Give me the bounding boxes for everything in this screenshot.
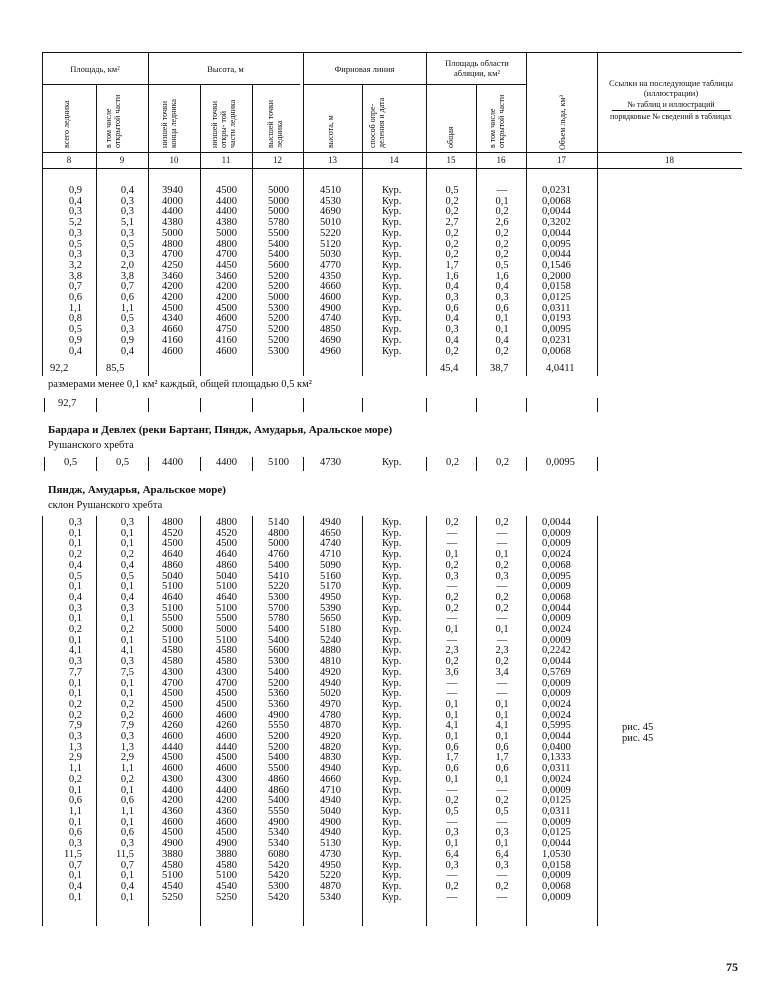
block1-total8: 92,2 [50, 363, 69, 374]
header-firn-group: Фирновая линия [334, 64, 395, 74]
colnum-17: 17 [557, 155, 566, 165]
colnum-12: 12 [273, 155, 282, 165]
header-group-rule-firn-ablation [303, 84, 526, 85]
block3-col9: 0,3 0,1 0,1 0,2 0,4 0,5 0,1 0,4 0,3 0,1 0,2 0,1 4,1 0,3 7,5 0,1 0,1 0,2 0,2 7,9 0,3 1,3 2,9 1,1 0,2 0,1 0,6 1,1 0,1 0,6 0,3 11,5 0,7 0,1 0,4 0,1 [116, 517, 134, 903]
header-col16: в том числе открытой части [488, 94, 506, 148]
section2-title: Бардара и Девлех (реки Бартанг, Пяндж, Амударья, Аральское море) [48, 424, 393, 436]
section3-subtitle: склон Рушанского хребта [48, 500, 163, 511]
block1-total16: 38,7 [490, 363, 509, 374]
s2-col17: 0,0095 [546, 457, 575, 468]
header-col18-title: Ссылки на последующие таблицы (иллюстрации) [608, 78, 734, 98]
block1-col10: 3940 4000 4400 4380 5000 4800 4700 4250 3460 4200 4200 4500 4340 4660 4160 4600 [162, 185, 183, 357]
s2-col10: 4400 [162, 457, 183, 468]
header-col14: способ опре- деления и дата [368, 97, 386, 148]
block3-col16: 0,2 — — 0,1 0,2 0,3 — 0,2 0,2 — 0,1 — 2,3 0,2 3,4 — — 0,1 0,1 4,1 0,1 0,6 1,7 0,6 0,1 — 0,2 0,5 — 0,3 0,1 6,4 0,3 — 0,2 — [495, 517, 509, 903]
block1-col16: — 0,1 0,2 2,6 0,2 0,2 0,2 0,5 1,6 0,4 0,3 0,6 0,1 0,1 0,4 0,2 [495, 185, 509, 357]
small-glaciers-total: 92,7 [58, 398, 77, 409]
section2-subtitle: Рушанского хребта [48, 440, 134, 451]
block1-col12: 5000 5000 5000 5780 5500 5400 5400 5600 5200 5200 5000 5300 5200 5200 5200 5300 [268, 185, 289, 357]
header-col12: высшей точки ледника [266, 99, 284, 148]
header-col11: низшей точки откры- той части ледника [210, 99, 237, 148]
colnum-11: 11 [221, 155, 231, 165]
block1-col14: Кур. Кур. Кур. Кур. Кур. Кур. Кур. Кур. Кур. Кур. Кур. Кур. Кур. Кур. Кур. Кур. [382, 185, 402, 357]
header-bottom-rule [42, 168, 742, 169]
block1-col8: 0,9 0,4 0,3 5,2 0,3 0,5 0,3 3,2 3,8 0,7 0,6 1,1 0,8 0,5 0,9 0,4 [68, 185, 82, 357]
block3-col12: 5140 4800 5000 4760 5400 5410 5220 5300 5700 5780 5400 5400 5600 5300 5400 5200 5360 5360 4900 5550 5200 5200 5400 5500 4860 4860 5400 5550 4900 5340 5340 6080 5420 5420 5300 5420 [268, 517, 289, 903]
header-col18-sub2: порядковые № сведений в таблицах [610, 112, 732, 121]
header-col9: в том числе открытой части [104, 94, 122, 148]
block1-col11: 4500 4400 4400 4380 5000 4800 4700 4450 3460 4200 4200 4500 4600 4750 4160 4600 [216, 185, 237, 357]
colnum-14: 14 [389, 155, 399, 165]
header-col17: Объем льда, км³ [558, 94, 567, 150]
header-col18-sub1: № таблиц и иллюстраций [627, 100, 715, 109]
block1-col17: 0,0231 0,0068 0,0044 0,3202 0,0044 0,0095 0,0044 0,1546 0,2000 0,0158 0,0125 0,0311 0,0193 0,0095 0,0231 0,0068 [542, 185, 571, 357]
page-number: 75 [726, 960, 738, 974]
block3-col14: Кур. Кур. Кур. Кур. Кур. Кур. Кур. Кур. Кур. Кур. Кур. Кур. Кур. Кур. Кур. Кур. Кур. Кур. Кур. Кур. Кур. Кур. Кур. Кур. Кур. Кур. Кур. Кур. Кур. Кур. Кур. Кур. Кур. Кур. Кур. Кур. [382, 517, 402, 903]
colnum-13: 13 [328, 155, 337, 165]
s2-col16: 0,2 [496, 457, 510, 468]
block1-total9: 85,5 [106, 363, 125, 374]
header-height-group: Высота, м [207, 64, 244, 74]
s2-col8: 0,5 [64, 457, 78, 468]
header-area-group: Площадь, км² [70, 64, 120, 74]
ref-figure-45-a: рис. 45 [622, 722, 654, 733]
s2-col15: 0,2 [446, 457, 460, 468]
block3-col15: 0,2 — — 0,1 0,2 0,3 — 0,2 0,2 — 0,1 — 2,3 0,2 3,6 — — 0,1 0,1 4,1 0,1 0,6 1,7 0,6 0,1 — 0,2 0,5 — 0,3 0,1 6,4 0,3 — 0,2 — [445, 517, 459, 903]
block3-col17: 0,0044 0,0009 0,0009 0,0024 0,0068 0,0095 0,0009 0,0068 0,0044 0,0009 0,0024 0,0009 0,2242 0,0044 0,5769 0,0009 0,0009 0,0024 0,0024 0,5995 0,0044 0,0400 0,1333 0,0311 0,0024 0,0009 0,0125 0,0311 0,0009 0,0125 0,0044 1,0530 0,0158 0,0009 0,0068 0,0009 [542, 517, 571, 903]
header-col15: общая [446, 126, 455, 148]
block3-col13: 4940 4650 4740 4710 5090 5160 5170 4950 5390 5650 5180 5240 4880 4810 4920 4940 5020 4970 4780 4870 4920 4820 4830 4940 4660 4710 4940 5040 4900 4940 5130 4730 4950 5220 4870 5340 [320, 517, 341, 903]
colnum-10: 10 [169, 155, 179, 165]
colnum-15: 15 [446, 155, 456, 165]
block3-col10: 4800 4520 4500 4640 4860 5040 5100 4640 5100 5500 5000 5100 4580 4580 4300 4700 4500 4500 4600 4260 4600 4440 4500 4600 4300 4400 4200 4360 4600 4500 4900 3880 4580 5100 4540 5250 [162, 517, 183, 903]
s2-col13: 4730 [320, 457, 341, 468]
block3-col11: 4800 4520 4500 4640 4860 5040 5100 4640 5100 5500 5000 5100 4580 4580 4300 4700 4500 4500 4600 4260 4600 4440 4500 4600 4300 4400 4200 4360 4600 4500 4900 3880 4580 5100 4540 5250 [216, 517, 237, 903]
header-col10: низшей точки конца ледника [160, 99, 178, 148]
s2-col14: Кур. [382, 457, 402, 468]
block1-col9: 0,4 0,3 0,3 5,1 0,3 0,5 0,3 2,0 3,8 0,7 0,6 1,1 0,5 0,3 0,9 0,4 [120, 185, 134, 357]
s2-col9: 0,5 [116, 457, 130, 468]
header-group-rule-area-height [42, 84, 300, 85]
header-mid-rule [42, 152, 742, 153]
header-col8: всего ледника [62, 100, 71, 148]
block1-col13: 4510 4530 4690 5010 5220 5120 5030 4770 4350 4660 4600 4900 4740 4850 4690 4960 [320, 185, 341, 357]
header-ablation-group: Площадь области абляции, км² [445, 58, 509, 78]
colnum-18: 18 [665, 155, 674, 165]
colnum-9: 9 [119, 155, 125, 165]
block1-col15: 0,5 0,2 0,2 2,7 0,2 0,2 0,2 1,7 1,6 0,4 0,3 0,6 0,4 0,3 0,4 0,2 [445, 185, 459, 357]
section3-title: Пяндж, Амударья, Аральское море) [48, 484, 226, 496]
header-col13: высота, м [326, 115, 335, 148]
colnum-16: 16 [496, 155, 506, 165]
s2-col12: 5100 [268, 457, 289, 468]
s2-col11: 4400 [216, 457, 237, 468]
colnum-8: 8 [66, 155, 72, 165]
block1-total17: 4,0411 [546, 363, 575, 374]
block1-total15: 45,4 [440, 363, 459, 374]
ref-figure-45-b: рис. 45 [622, 733, 654, 744]
block3-col8: 0,3 0,1 0,1 0,2 0,4 0,5 0,1 0,4 0,3 0,1 0,2 0,1 4,1 0,3 7,7 0,1 0,1 0,2 0,2 7,9 0,3 1,3 2,9 1,1 0,2 0,1 0,6 1,1 0,1 0,6 0,3 11,5 0,7 0,1 0,4 0,1 [64, 517, 82, 903]
small-glaciers-note: размерами менее 0,1 км² каждый, общей площадью 0,5 км² [48, 379, 312, 390]
header-top-rule [42, 52, 742, 53]
